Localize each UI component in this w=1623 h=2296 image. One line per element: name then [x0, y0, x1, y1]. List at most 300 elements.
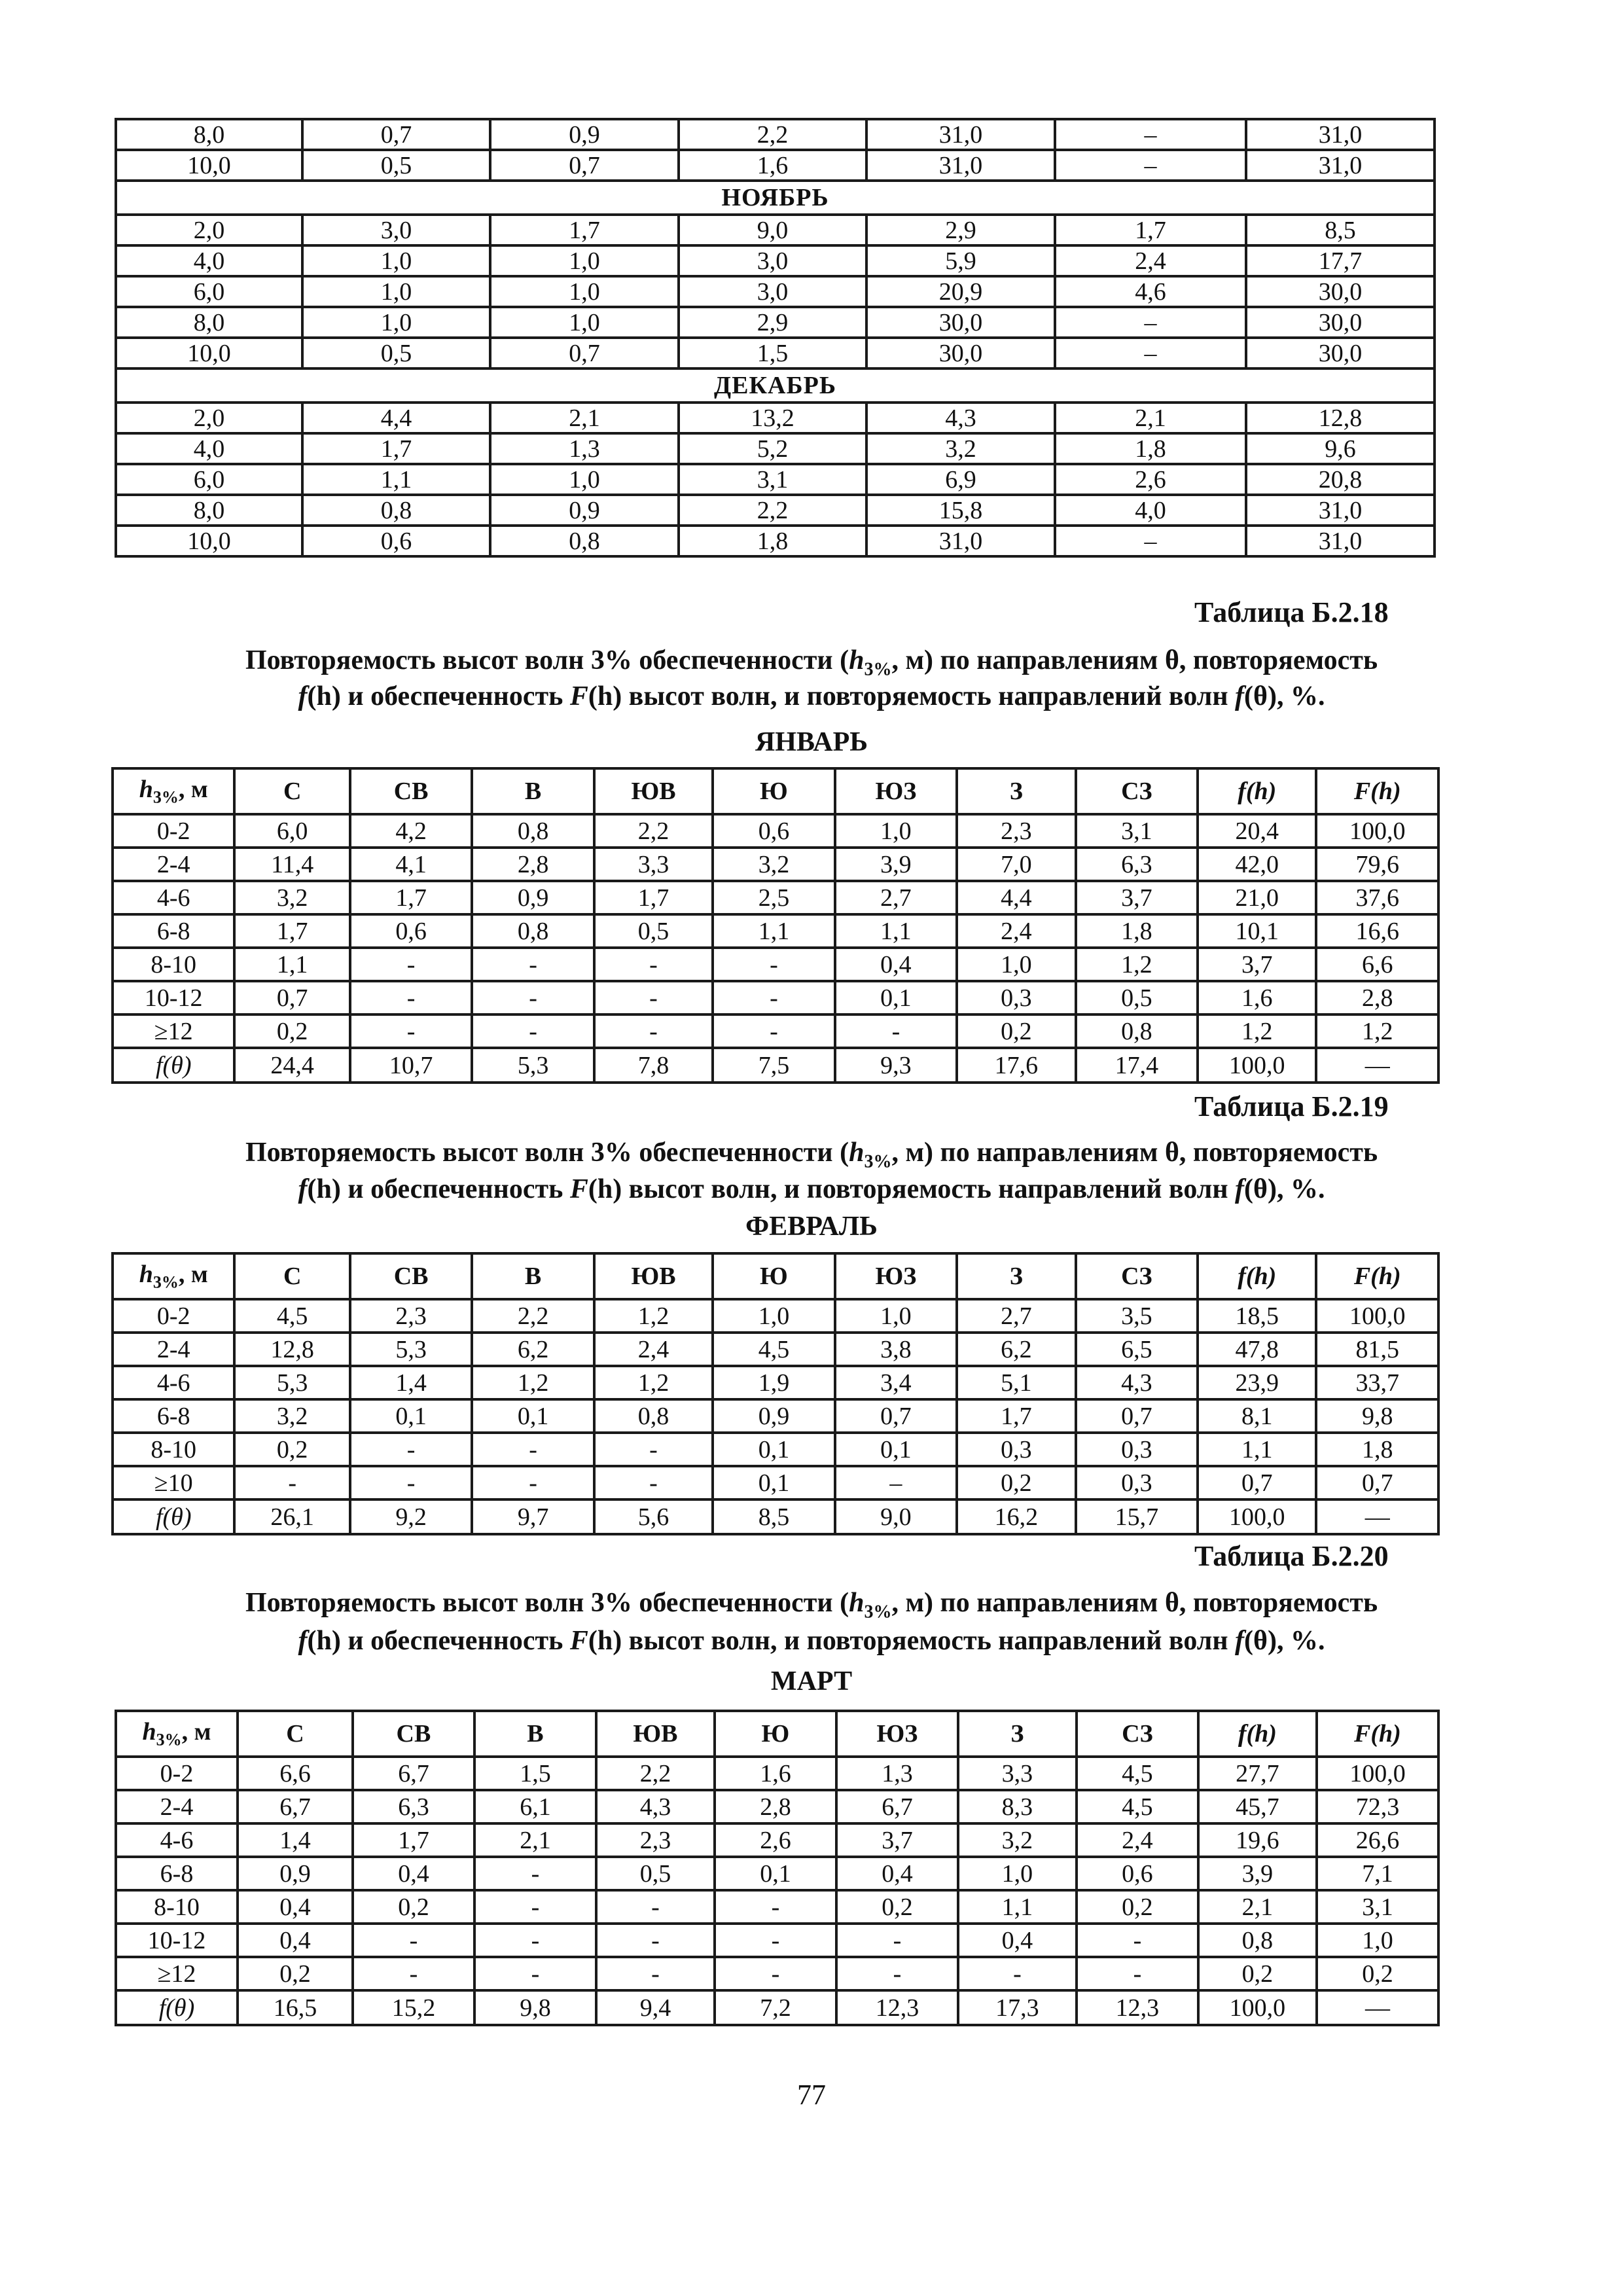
- table-cell: 15,8: [866, 495, 1055, 526]
- header-cell: З: [957, 768, 1075, 814]
- table-cell: 0,5: [594, 914, 713, 948]
- table-cell: 1,0: [958, 1857, 1077, 1890]
- row-label: 8-10: [113, 948, 234, 981]
- table-cell: 27,7: [1198, 1757, 1317, 1790]
- table-cell: 2,2: [594, 814, 713, 848]
- table-row: [116, 215, 1435, 245]
- table-cell: 0,2: [1317, 1957, 1438, 1990]
- table-caption-line2: f(h) и обеспеченность F(h) высот волн, и повторяемость направлений волн f(θ), %.: [298, 681, 1325, 711]
- wave-table-march: [115, 1710, 1440, 2026]
- table-cell: 17,3: [958, 1990, 1077, 2025]
- wave-table-january: [111, 767, 1440, 1084]
- month-row: [116, 368, 1435, 403]
- table-cell: 8,0: [116, 307, 302, 338]
- month-title: ФЕВРАЛЬ: [745, 1211, 878, 1242]
- table-cell: 3,0: [302, 215, 490, 245]
- table-cell: 0,5: [302, 338, 490, 368]
- header-cell-fh: f(h): [1198, 768, 1316, 814]
- table-cell: 1,0: [713, 1299, 834, 1333]
- table-cell: 8,3: [958, 1790, 1077, 1823]
- table-cell: 0,3: [957, 981, 1075, 1014]
- table-cell: 0,9: [490, 495, 679, 526]
- table-cell: 0,7: [490, 150, 679, 181]
- table-cell: 2,0: [116, 215, 302, 245]
- table-cell: 4,3: [1076, 1366, 1198, 1399]
- table-cell: 1,1: [1198, 1433, 1316, 1466]
- table-cell: 6,7: [353, 1757, 474, 1790]
- table-cell: 10,0: [116, 338, 302, 368]
- table-row: [116, 338, 1435, 368]
- table-cell: 17,4: [1076, 1048, 1198, 1083]
- table-cell: –: [1055, 338, 1246, 368]
- table-cell: –: [1055, 526, 1246, 556]
- table-cell: 79,6: [1316, 848, 1438, 881]
- table-cell: —: [1316, 1499, 1438, 1534]
- table-cell: 30,0: [1246, 276, 1435, 307]
- table-row: [116, 433, 1435, 464]
- table-cell: 6,6: [1316, 948, 1438, 981]
- table-cell: 0,1: [713, 1466, 834, 1499]
- table-cell: 3,1: [1317, 1890, 1438, 1924]
- table-cell: 5,3: [234, 1366, 349, 1399]
- table-cell: 12,3: [836, 1990, 958, 2025]
- table-cell: 1,7: [490, 215, 679, 245]
- table-cell: 1,1: [713, 914, 834, 948]
- table-cell: 3,7: [1076, 881, 1198, 914]
- table-row: [113, 1499, 1438, 1534]
- table-cell: 4,5: [1077, 1757, 1198, 1790]
- table-cell: 1,0: [302, 307, 490, 338]
- table-cell: 0,7: [490, 338, 679, 368]
- table-cell: —: [1316, 1048, 1438, 1083]
- table-cell: 6,7: [238, 1790, 353, 1823]
- table-cell: 1,1: [234, 948, 349, 981]
- table-cell: 4,0: [1055, 495, 1246, 526]
- table-cell: 19,6: [1198, 1823, 1317, 1857]
- table-caption-line2: f(h) и обеспеченность F(h) высот волн, и повторяемость направлений волн f(θ), %.: [298, 1626, 1325, 1656]
- table-cell: 4,5: [234, 1299, 349, 1333]
- table-cell: 1,8: [1076, 914, 1198, 948]
- table-cell: 30,0: [866, 307, 1055, 338]
- table-cell: 1,0: [1317, 1924, 1438, 1957]
- header-cell: С: [234, 768, 349, 814]
- table-cell: 0,9: [238, 1857, 353, 1890]
- header-cell-Fh: F(h): [1317, 1711, 1438, 1757]
- table-cell: 0,2: [957, 1466, 1075, 1499]
- table-cell: 0,2: [1077, 1890, 1198, 1924]
- table-cell: 4,1: [350, 848, 472, 881]
- table-cell: 0,2: [353, 1890, 474, 1924]
- table-cell: 0,2: [238, 1957, 353, 1990]
- table-cell: 2,1: [474, 1823, 596, 1857]
- table-cell: -: [594, 1433, 713, 1466]
- table-cell: 0,7: [234, 981, 349, 1014]
- month-title: ЯНВАРЬ: [755, 727, 868, 757]
- table-cell: 8,0: [116, 495, 302, 526]
- table-cell: 8,0: [116, 119, 302, 150]
- table-cell: -: [353, 1924, 474, 1957]
- header-cell: Ю: [713, 1253, 834, 1299]
- table-cell: 100,0: [1198, 1990, 1317, 2025]
- table-cell: 2,4: [957, 914, 1075, 948]
- table-cell: -: [472, 1014, 594, 1048]
- table-cell: 0,2: [234, 1014, 349, 1048]
- table-cell: 5,6: [594, 1499, 713, 1534]
- row-label: 8-10: [116, 1890, 238, 1924]
- table-cell: 1,5: [474, 1757, 596, 1790]
- header-cell: ЮЗ: [835, 1253, 957, 1299]
- table-cell: 0,8: [302, 495, 490, 526]
- table-cell: –: [835, 1466, 957, 1499]
- table-cell: 1,2: [1076, 948, 1198, 981]
- table-cell: 1,2: [594, 1366, 713, 1399]
- table-cell: 3,9: [835, 848, 957, 881]
- table-cell: -: [596, 1957, 715, 1990]
- table-cell: 2,1: [490, 403, 679, 433]
- table-cell: 6,2: [957, 1333, 1075, 1366]
- table-cell: 24,4: [234, 1048, 349, 1083]
- table-cell: 9,4: [596, 1990, 715, 2025]
- table-cell: 0,6: [1077, 1857, 1198, 1890]
- table-cell: 4,3: [596, 1790, 715, 1823]
- table-cell: 4,3: [866, 403, 1055, 433]
- table-cell: 1,8: [1055, 433, 1246, 464]
- table-row: [113, 914, 1438, 948]
- table-cell: 26,1: [234, 1499, 349, 1534]
- table-row: [116, 495, 1435, 526]
- table-cell: 10,1: [1198, 914, 1316, 948]
- row-label: 2-4: [113, 848, 234, 881]
- table-cell: -: [474, 1890, 596, 1924]
- table-row: [116, 1757, 1438, 1790]
- table-cell: 0,1: [713, 1433, 834, 1466]
- table-cell: -: [474, 1857, 596, 1890]
- header-cell: СЗ: [1076, 768, 1198, 814]
- header-cell: ЮЗ: [835, 768, 957, 814]
- table-row: [116, 1924, 1438, 1957]
- table-cell: 2,6: [715, 1823, 836, 1857]
- row-label: 6-8: [116, 1857, 238, 1890]
- table-cell: 0,1: [350, 1399, 472, 1433]
- table-cell: 1,1: [958, 1890, 1077, 1924]
- row-label: f(θ): [116, 1990, 238, 2025]
- table-cell: 10,0: [116, 526, 302, 556]
- table-cell: 21,0: [1198, 881, 1316, 914]
- header-cell: СЗ: [1077, 1711, 1198, 1757]
- table-cell: 1,3: [490, 433, 679, 464]
- table-cell: 1,2: [1198, 1014, 1316, 1048]
- table-cell: -: [350, 1433, 472, 1466]
- table-cell: 0,5: [1076, 981, 1198, 1014]
- header-cell-fh: f(h): [1198, 1253, 1316, 1299]
- table-cell: 2,3: [596, 1823, 715, 1857]
- table-cell: 5,2: [679, 433, 866, 464]
- table-cell: -: [596, 1890, 715, 1924]
- table-row: [116, 1823, 1438, 1857]
- table-cell: 1,2: [1316, 1014, 1438, 1048]
- table-cell: 2,7: [835, 881, 957, 914]
- table-row: [113, 848, 1438, 881]
- table-cell: 7,0: [957, 848, 1075, 881]
- table-row: [116, 119, 1435, 150]
- header-row: [116, 1711, 1438, 1757]
- row-label: 6-8: [113, 914, 234, 948]
- table-cell: 0,1: [835, 1433, 957, 1466]
- table-cell: 2,4: [594, 1333, 713, 1366]
- table-row: [116, 1957, 1438, 1990]
- table-cell: 1,0: [302, 276, 490, 307]
- table-cell: 10,0: [116, 150, 302, 181]
- table-cell: 0,6: [302, 526, 490, 556]
- table-cell: –: [1055, 307, 1246, 338]
- table-cell: -: [350, 948, 472, 981]
- table-row: [116, 276, 1435, 307]
- table-cell: 0,3: [1076, 1466, 1198, 1499]
- table-cell: 100,0: [1316, 814, 1438, 848]
- table-cell: 1,7: [234, 914, 349, 948]
- table-cell: 3,0: [679, 245, 866, 276]
- table-cell: 30,0: [866, 338, 1055, 368]
- table-cell: -: [234, 1466, 349, 1499]
- table-cell: 1,2: [472, 1366, 594, 1399]
- table-cell: 3,7: [1198, 948, 1316, 981]
- table-cell: 3,9: [1198, 1857, 1317, 1890]
- table-cell: -: [835, 1014, 957, 1048]
- table-cell: -: [353, 1957, 474, 1990]
- table-row: [116, 1990, 1438, 2025]
- table-cell: 0,7: [835, 1399, 957, 1433]
- table-cell: -: [713, 981, 834, 1014]
- header-cell: СЗ: [1076, 1253, 1198, 1299]
- table-cell: 9,2: [350, 1499, 472, 1534]
- table-cell: 42,0: [1198, 848, 1316, 881]
- table-cell: 11,4: [234, 848, 349, 881]
- row-label: 0-2: [116, 1757, 238, 1790]
- table-cell: 9,7: [472, 1499, 594, 1534]
- table-cell: 3,0: [679, 276, 866, 307]
- table-cell: 2,6: [1055, 464, 1246, 495]
- table-cell: 6,0: [116, 276, 302, 307]
- table-cell: 2,8: [472, 848, 594, 881]
- table-cell: 31,0: [866, 526, 1055, 556]
- table-cell: 0,1: [835, 981, 957, 1014]
- table-cell: 0,2: [957, 1014, 1075, 1048]
- table-row: [116, 464, 1435, 495]
- table-cell: 9,8: [474, 1990, 596, 2025]
- table-cell: 0,2: [234, 1433, 349, 1466]
- table-cell: -: [1077, 1924, 1198, 1957]
- header-cell: С: [238, 1711, 353, 1757]
- table-cell: 9,3: [835, 1048, 957, 1083]
- header-cell-Fh: F(h): [1316, 768, 1438, 814]
- table-cell: 6,9: [866, 464, 1055, 495]
- table-cell: 0,8: [472, 814, 594, 848]
- table-cell: -: [715, 1924, 836, 1957]
- table-cell: -: [472, 1433, 594, 1466]
- table-cell: 33,7: [1316, 1366, 1438, 1399]
- table-cell: 12,8: [234, 1333, 349, 1366]
- row-label: 8-10: [113, 1433, 234, 1466]
- row-label: 0-2: [113, 814, 234, 848]
- table-cell: 2,4: [1055, 245, 1246, 276]
- table-cell: 0,2: [1198, 1957, 1317, 1990]
- table-cell: -: [596, 1924, 715, 1957]
- table-cell: 1,5: [679, 338, 866, 368]
- table-cell: 1,1: [835, 914, 957, 948]
- table-cell: 0,7: [1316, 1466, 1438, 1499]
- table-row: [113, 1466, 1438, 1499]
- table-cell: 8,5: [1246, 215, 1435, 245]
- table-label: Таблица Б.2.20: [1194, 1540, 1389, 1572]
- table-cell: 4,4: [957, 881, 1075, 914]
- table-cell: 16,6: [1316, 914, 1438, 948]
- table-row: [113, 1048, 1438, 1083]
- table-cell: -: [472, 981, 594, 1014]
- table-cell: 0,4: [836, 1857, 958, 1890]
- table-cell: 1,0: [302, 245, 490, 276]
- row-label: 4-6: [113, 1366, 234, 1399]
- header-row: [113, 1253, 1438, 1299]
- table-row: [116, 150, 1435, 181]
- table-cell: 31,0: [1246, 526, 1435, 556]
- table-cell: -: [713, 1014, 834, 1048]
- table-row: [113, 1399, 1438, 1433]
- table-cell: 20,8: [1246, 464, 1435, 495]
- table-cell: 0,4: [353, 1857, 474, 1890]
- table-cell: 4,0: [116, 433, 302, 464]
- table-cell: 31,0: [1246, 495, 1435, 526]
- table-cell: 2,0: [116, 403, 302, 433]
- header-cell-h3: $h_{3\%}$, м: [113, 768, 234, 814]
- table-cell: -: [350, 981, 472, 1014]
- table-row: [116, 245, 1435, 276]
- table-cell: -: [1077, 1957, 1198, 1990]
- table-cell: -: [715, 1890, 836, 1924]
- row-label: 2-4: [116, 1790, 238, 1823]
- table-cell: 3,2: [234, 1399, 349, 1433]
- table-cell: 1,7: [594, 881, 713, 914]
- table-cell: 0,4: [238, 1924, 353, 1957]
- table-cell: 0,2: [836, 1890, 958, 1924]
- table-cell: 6,0: [234, 814, 349, 848]
- header-cell: СВ: [350, 768, 472, 814]
- table-cell: 6,0: [116, 464, 302, 495]
- table-cell: 4,5: [713, 1333, 834, 1366]
- table-cell: -: [474, 1924, 596, 1957]
- table-cell: 81,5: [1316, 1333, 1438, 1366]
- table-cell: 23,9: [1198, 1366, 1316, 1399]
- table-row: [113, 1366, 1438, 1399]
- row-label: f(θ): [113, 1499, 234, 1534]
- table-cell: 1,0: [490, 276, 679, 307]
- table-cell: 0,4: [835, 948, 957, 981]
- table-cell: 1,2: [594, 1299, 713, 1333]
- table-cell: 1,6: [679, 150, 866, 181]
- table-cell: 3,1: [1076, 814, 1198, 848]
- table-cell: 3,2: [234, 881, 349, 914]
- table-cell: 20,4: [1198, 814, 1316, 848]
- table-cell: 100,0: [1198, 1048, 1316, 1083]
- table-cell: 1,4: [350, 1366, 472, 1399]
- table-cell: 3,2: [958, 1823, 1077, 1857]
- header-cell: В: [472, 1253, 594, 1299]
- table-cell: 2,2: [679, 495, 866, 526]
- table-cell: -: [350, 1014, 472, 1048]
- table-cell: 18,5: [1198, 1299, 1316, 1333]
- table-cell: 1,3: [836, 1757, 958, 1790]
- row-label: ≥12: [116, 1957, 238, 1990]
- table-cell: -: [594, 948, 713, 981]
- table-row: [113, 1333, 1438, 1366]
- table-cell: 8,5: [713, 1499, 834, 1534]
- table-cell: 4,0: [116, 245, 302, 276]
- table-cell: 0,4: [238, 1890, 353, 1924]
- table-caption: Повторяемость высот волн 3% обеспеченности ($h_{3\%}$, м) по направлениям θ, повторяемость: [245, 1588, 1378, 1623]
- table-cell: -: [715, 1957, 836, 1990]
- table-cell: 9,0: [679, 215, 866, 245]
- table-cell: 0,8: [490, 526, 679, 556]
- table-cell: -: [594, 1466, 713, 1499]
- table-cell: 0,4: [958, 1924, 1077, 1957]
- table-cell: 9,0: [835, 1499, 957, 1534]
- table-cell: 37,6: [1316, 881, 1438, 914]
- row-label: ≥10: [113, 1466, 234, 1499]
- row-label: 0-2: [113, 1299, 234, 1333]
- table-cell: -: [474, 1957, 596, 1990]
- table-cell: 20,9: [866, 276, 1055, 307]
- table-cell: 4,4: [302, 403, 490, 433]
- table-cell: 1,9: [713, 1366, 834, 1399]
- table-cell: 3,4: [835, 1366, 957, 1399]
- table-cell: 1,8: [1316, 1433, 1438, 1466]
- table-label: Таблица Б.2.18: [1194, 596, 1389, 628]
- table-cell: -: [713, 948, 834, 981]
- table-caption-line2: f(h) и обеспеченность F(h) высот волн, и повторяемость направлений волн f(θ), %.: [298, 1174, 1325, 1204]
- table-cell: 1,7: [302, 433, 490, 464]
- table-cell: -: [958, 1957, 1077, 1990]
- table-cell: 1,7: [1055, 215, 1246, 245]
- table-cell: 31,0: [1246, 119, 1435, 150]
- table-cell: 1,0: [835, 1299, 957, 1333]
- table-cell: 31,0: [1246, 150, 1435, 181]
- table-cell: 12,3: [1077, 1990, 1198, 2025]
- table-cell: 6,3: [353, 1790, 474, 1823]
- table-cell: 0,8: [1198, 1924, 1317, 1957]
- table-cell: 31,0: [866, 119, 1055, 150]
- continued-table: [115, 118, 1436, 558]
- table-cell: 3,2: [866, 433, 1055, 464]
- table-cell: 0,5: [302, 150, 490, 181]
- table-cell: 31,0: [866, 150, 1055, 181]
- table-cell: 2,2: [596, 1757, 715, 1790]
- table-cell: 2,9: [679, 307, 866, 338]
- table-cell: 1,0: [490, 464, 679, 495]
- table-cell: 30,0: [1246, 307, 1435, 338]
- row-label: 10-12: [113, 981, 234, 1014]
- table-cell: -: [472, 1466, 594, 1499]
- table-cell: 3,3: [594, 848, 713, 881]
- row-label: 10-12: [116, 1924, 238, 1957]
- table-cell: 2,5: [713, 881, 834, 914]
- table-cell: 1,8: [679, 526, 866, 556]
- table-cell: 1,4: [238, 1823, 353, 1857]
- table-cell: -: [594, 1014, 713, 1048]
- header-cell: В: [474, 1711, 596, 1757]
- table-row: [113, 814, 1438, 848]
- page-number: 77: [797, 2079, 826, 2111]
- table-cell: 2,9: [866, 215, 1055, 245]
- table-row: [113, 981, 1438, 1014]
